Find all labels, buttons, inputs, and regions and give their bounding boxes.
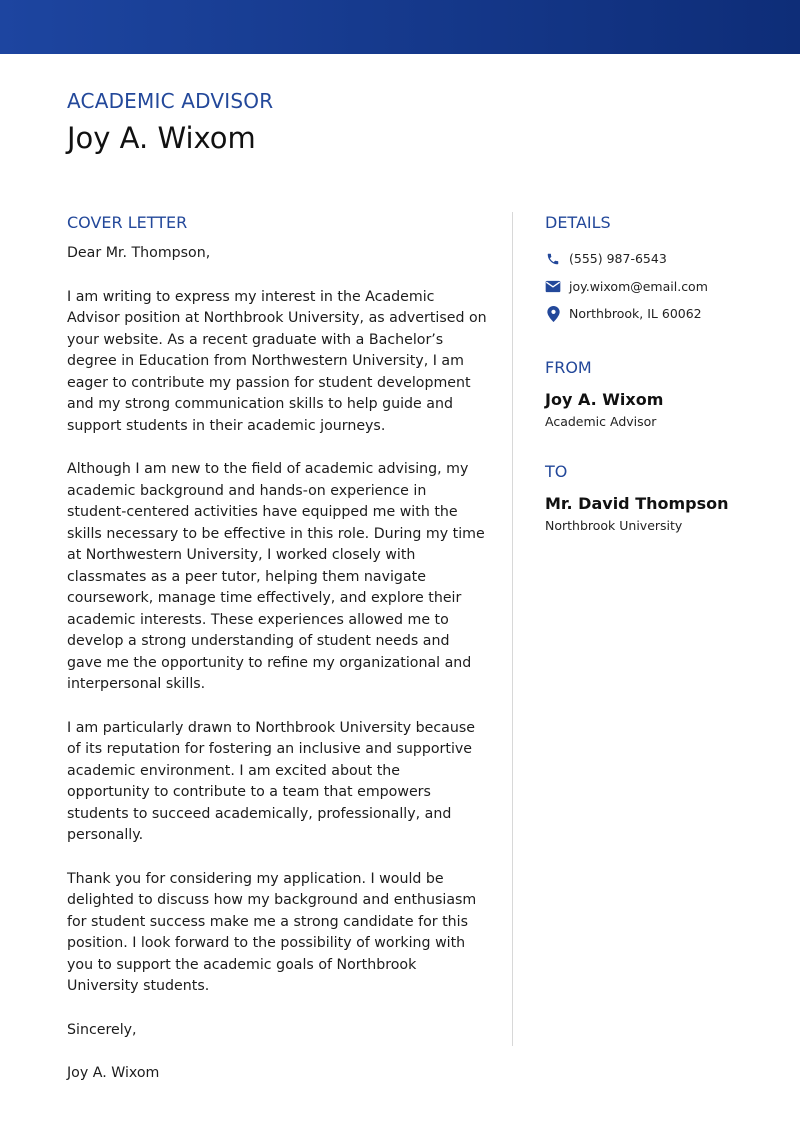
to-title: TO [545, 461, 568, 481]
to-section [545, 461, 785, 535]
sender-name: Joy A. Wixom [545, 389, 664, 409]
letter-paragraph: I am particularly drawn to Northbrook University because of its reputation for fostering an inclusive and supportive academic environment. I am excited about the opportunity to contribute to a team that empowers students to succeed academically, professionally, and personally. [67, 719, 475, 843]
column-divider [512, 212, 513, 1046]
map-pin-icon [545, 306, 561, 322]
details-title: DETAILS [545, 213, 611, 232]
location-row [545, 300, 785, 328]
recipient-organization: Northbrook University [545, 517, 683, 533]
from-section [545, 357, 785, 431]
applicant-name: Joy A. Wixom [67, 121, 256, 155]
phone-icon [545, 251, 561, 267]
location: Northbrook, IL 60062 [569, 306, 702, 322]
sidebar [545, 212, 785, 535]
cover-letter-title: COVER LETTER [67, 213, 188, 232]
letter-paragraph: Although I am new to the field of academic advising, my academic background and hands-on experience in student-centered activities have equipped me with the skills necessary to be effective in this role. During my time at Northwestern University, I worked closely with classmates as a peer tutor, helping them navigate coursework, manage time effectively, and explore their academic interests. These experiences allowed me to develop a strong understanding of student needs and gave me the opportunity to refine my organizational and interpersonal skills. [67, 461, 485, 692]
from-title: FROM [545, 357, 592, 377]
recipient-name: Mr. David Thompson [545, 493, 729, 513]
envelope-icon [545, 278, 561, 294]
letter-paragraph: I am writing to express my interest in the Academic Advisor position at Northbrook University, as advertised on your website. As a recent graduate with a Bachelor’s degree in Education from Northwestern University, I am eager to contribute my passion for student development and my strong communication skills to help guide and support students in their academic journeys. [67, 288, 487, 434]
letter-body [67, 243, 487, 1085]
email-address: joy.wixom@email.com [569, 278, 708, 294]
sender-role: Academic Advisor [545, 413, 657, 429]
phone-number: (555) 987-6543 [569, 251, 667, 267]
job-title: ACADEMIC ADVISOR [67, 89, 274, 113]
email-row [545, 273, 785, 301]
letter-paragraph: Thank you for considering my application. I would be delighted to discuss how my background and enthusiasm for student success make me a strong candidate for this position. I look forward to the possibility of working with you to support the academic goals of Northbrook University students. [67, 870, 477, 994]
resume-header [67, 88, 273, 156]
salutation: Dear Mr. Thompson, [67, 245, 211, 261]
cover-letter-section [67, 212, 487, 1085]
phone-row [545, 245, 785, 273]
closing: Sincerely, [67, 1021, 137, 1038]
signature: Joy A. Wixom [67, 1065, 160, 1081]
header-band [0, 0, 800, 54]
contact-list [545, 245, 785, 328]
